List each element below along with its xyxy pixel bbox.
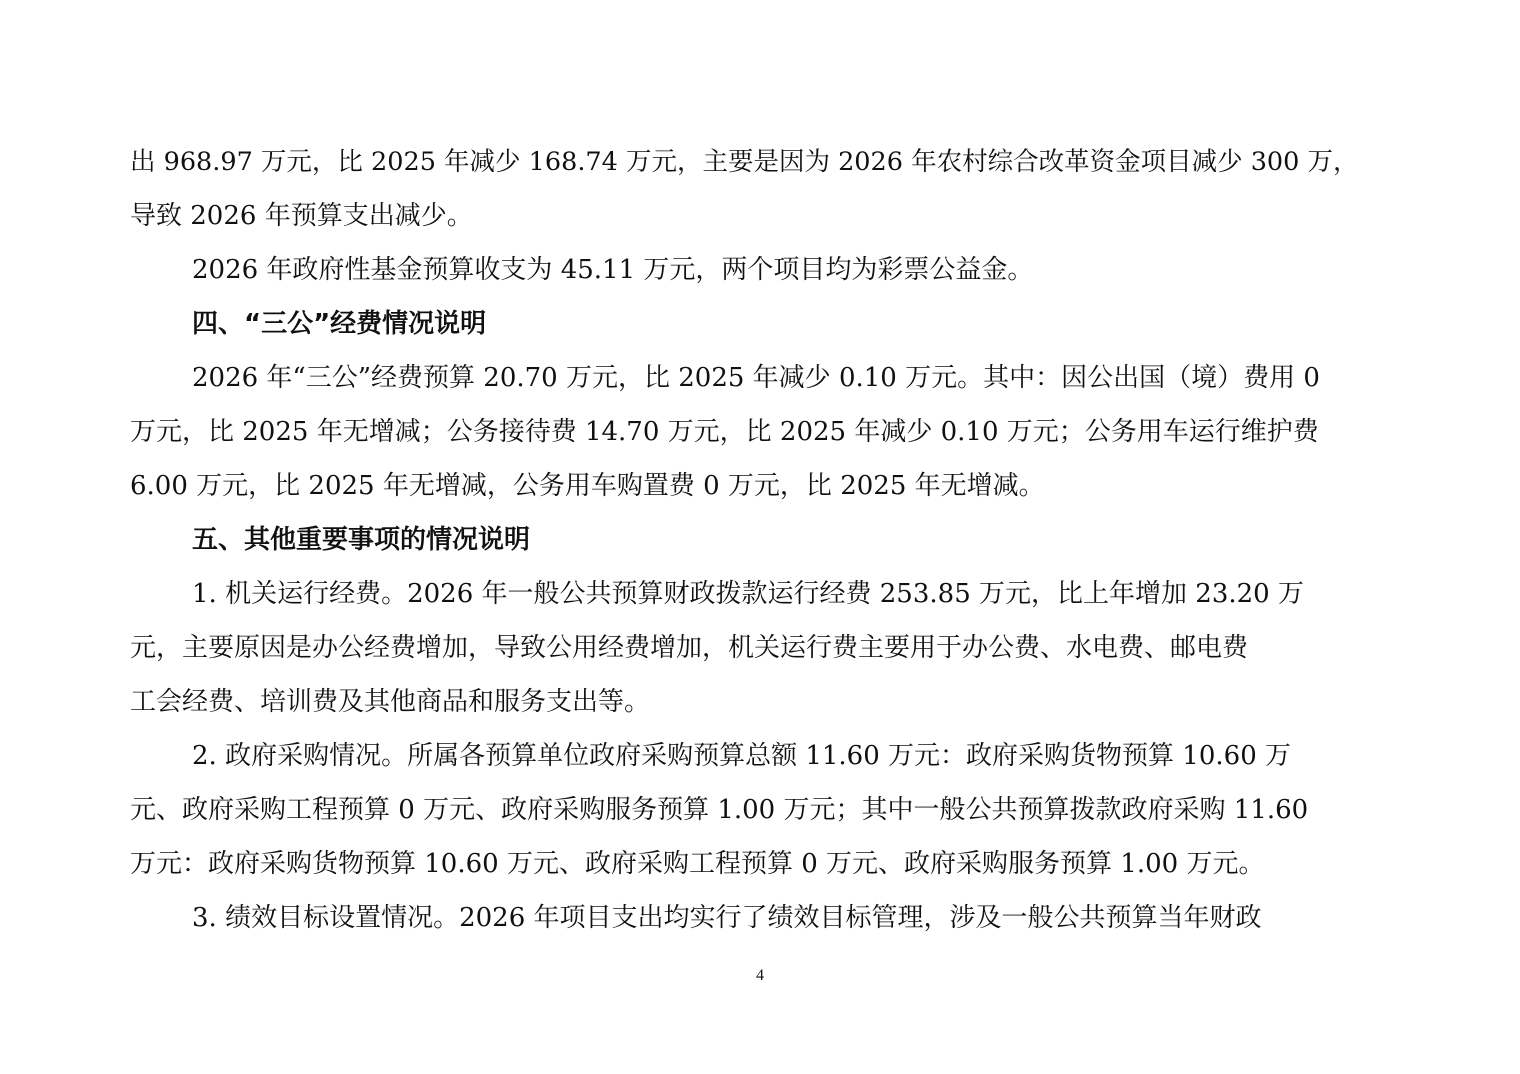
list-item-line: 元，主要原因是办公经费增加，导致公用经费增加，机关运行费主要用于办公费、水电费、邮电费 [130,633,1249,663]
paragraph-line: 6.00 万元，比 2025 年无增减，公务用车购置费 0 万元，比 2025 年无增减。 [130,471,1045,501]
list-item-line: 元、政府采购工程预算 0 万元、政府采购服务预算 1.00 万元；其中一般公共预算拨款政府采购 11.60 [130,795,1309,825]
list-item-line: 1. 机关运行经费。2026 年一般公共预算财政拨款运行经费 253.85 万元，比上年增加 23.20 万 [192,579,1304,609]
list-item-line: 工会经费、培训费及其他商品和服务支出等。 [130,687,651,717]
paragraph-line: 导致 2026 年预算支出减少。 [130,201,473,231]
section-heading: 四、“三公”经费情况说明 [192,309,487,339]
paragraph-line: 2026 年政府性基金预算收支为 45.11 万元，两个项目均为彩票公益金。 [192,255,1034,285]
paragraph-line: 2026 年“三公”经费预算 20.70 万元，比 2025 年减少 0.10 万元。其中：因公出国（境）费用 0 [192,363,1320,393]
list-item-line: 3. 绩效目标设置情况。2026 年项目支出均实行了绩效目标管理，涉及一般公共预算当年财政 [192,903,1262,933]
page-number: 4 [756,967,764,984]
paragraph-line: 万元，比 2025 年无增减；公务接待费 14.70 万元，比 2025 年减少 0.10 万元；公务用车运行维护费 [130,417,1319,447]
list-item-line: 2. 政府采购情况。所属各预算单位政府采购预算总额 11.60 万元：政府采购货物预算 10.60 万 [192,741,1291,771]
section-heading: 五、其他重要事项的情况说明 [192,525,531,555]
list-item-line: 万元：政府采购货物预算 10.60 万元、政府采购工程预算 0 万元、政府采购服务预算 1.00 万元。 [130,849,1265,879]
paragraph-line: 出 968.97 万元，比 2025 年减少 168.74 万元，主要是因为 2026 年农村综合改革资金项目减少 300 万， [130,147,1359,177]
